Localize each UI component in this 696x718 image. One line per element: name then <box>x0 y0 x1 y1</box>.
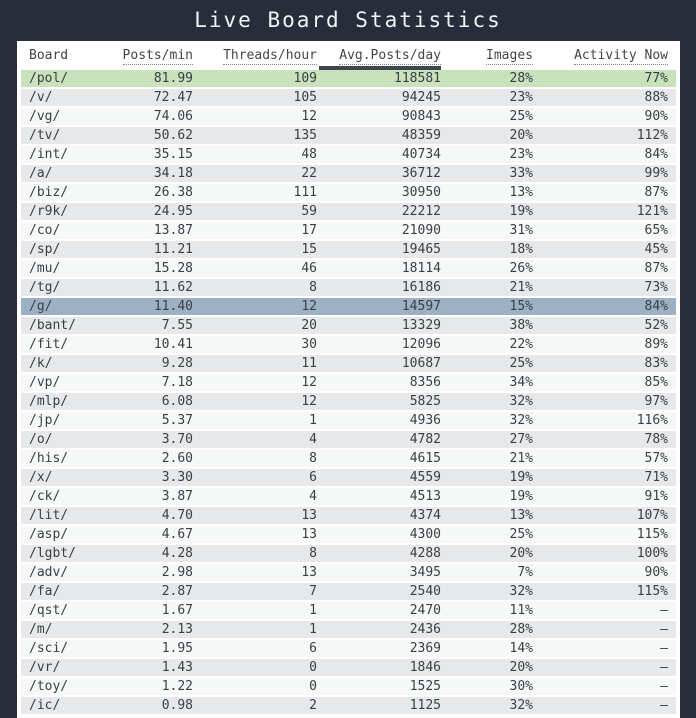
images-cell: 15% <box>441 298 533 317</box>
posts-min-cell: 15.28 <box>121 260 193 279</box>
posts-min-cell: 1.43 <box>121 659 193 678</box>
activity-now-cell: 84% <box>533 298 676 317</box>
table-row[interactable] <box>21 488 676 507</box>
images-cell: 23% <box>441 89 533 108</box>
threads-hour-cell: 4 <box>193 488 317 507</box>
table-row[interactable] <box>21 355 676 374</box>
threads-hour-cell: 109 <box>193 70 317 89</box>
images-cell: 31% <box>441 222 533 241</box>
activity-now-cell: 71% <box>533 469 676 488</box>
board-name-cell[interactable]: /int/ <box>21 146 121 165</box>
activity-now-cell: 88% <box>533 89 676 108</box>
activity-now-cell: 89% <box>533 336 676 355</box>
threads-hour-cell: 4 <box>193 431 317 450</box>
avg-posts-day-cell: 90843 <box>317 108 441 127</box>
activity-now-cell: – <box>533 659 676 678</box>
column-header-board: Board <box>29 48 69 63</box>
posts-min-cell: 4.28 <box>121 545 193 564</box>
avg-posts-day-cell: 36712 <box>317 165 441 184</box>
board-name-cell[interactable]: /fa/ <box>21 583 121 602</box>
activity-now-cell: 107% <box>533 507 676 526</box>
threads-hour-cell: 8 <box>193 545 317 564</box>
table-row[interactable] <box>21 545 676 564</box>
threads-hour-cell: 105 <box>193 89 317 108</box>
posts-min-cell: 3.87 <box>121 488 193 507</box>
threads-hour-cell: 135 <box>193 127 317 146</box>
threads-hour-cell: 6 <box>193 640 317 659</box>
threads-hour-cell: 20 <box>193 317 317 336</box>
board-name-cell[interactable]: /vp/ <box>21 374 121 393</box>
board-name-cell[interactable]: /pol/ <box>21 70 121 89</box>
images-cell: 14% <box>441 640 533 659</box>
images-cell: 28% <box>441 70 533 89</box>
images-cell: 21% <box>441 450 533 469</box>
activity-now-cell: 77% <box>533 70 676 89</box>
activity-now-cell: 90% <box>533 564 676 583</box>
images-cell: 25% <box>441 108 533 127</box>
board-name-cell[interactable]: /biz/ <box>21 184 121 203</box>
activity-now-cell: 87% <box>533 260 676 279</box>
threads-hour-cell: 8 <box>193 279 317 298</box>
images-cell: 28% <box>441 621 533 640</box>
posts-min-cell: 1.22 <box>121 678 193 697</box>
activity-now-cell: – <box>533 697 676 716</box>
images-cell: 20% <box>441 127 533 146</box>
board-stats-table <box>21 41 676 716</box>
activity-now-cell: 115% <box>533 526 676 545</box>
posts-min-cell: 74.06 <box>121 108 193 127</box>
threads-hour-cell: 13 <box>193 526 317 545</box>
table-row[interactable] <box>21 222 676 241</box>
table-body <box>21 70 676 716</box>
board-name-cell[interactable]: /lit/ <box>21 507 121 526</box>
avg-posts-day-cell: 2540 <box>317 583 441 602</box>
column-header-posts-min[interactable]: Posts/min <box>122 48 193 63</box>
posts-min-cell: 6.08 <box>121 393 193 412</box>
activity-now-cell: 121% <box>533 203 676 222</box>
posts-min-cell: 3.70 <box>121 431 193 450</box>
table-row[interactable] <box>21 431 676 450</box>
avg-posts-day-cell: 4936 <box>317 412 441 431</box>
table-row[interactable] <box>21 659 676 678</box>
table-row[interactable] <box>21 621 676 640</box>
activity-now-cell: 99% <box>533 165 676 184</box>
images-cell: 32% <box>441 412 533 431</box>
threads-hour-cell: 30 <box>193 336 317 355</box>
avg-posts-day-cell: 13329 <box>317 317 441 336</box>
posts-min-cell: 4.70 <box>121 507 193 526</box>
images-cell: 34% <box>441 374 533 393</box>
table-row[interactable] <box>21 146 676 165</box>
avg-posts-day-cell: 4288 <box>317 545 441 564</box>
board-name-cell[interactable]: /vr/ <box>21 659 121 678</box>
posts-min-cell: 7.18 <box>121 374 193 393</box>
avg-posts-day-cell: 2369 <box>317 640 441 659</box>
board-name-cell[interactable]: /vg/ <box>21 108 121 127</box>
board-name-cell[interactable]: /sp/ <box>21 241 121 260</box>
board-name-cell[interactable]: /v/ <box>21 89 121 108</box>
table-header <box>21 41 676 70</box>
posts-min-cell: 1.95 <box>121 640 193 659</box>
posts-min-cell: 24.95 <box>121 203 193 222</box>
avg-posts-day-cell: 1125 <box>317 697 441 716</box>
board-name-cell[interactable]: /sci/ <box>21 640 121 659</box>
table-row[interactable] <box>21 317 676 336</box>
images-cell: 20% <box>441 545 533 564</box>
table-row[interactable] <box>21 602 676 621</box>
avg-posts-day-cell: 4300 <box>317 526 441 545</box>
activity-now-cell: 85% <box>533 374 676 393</box>
threads-hour-cell: 17 <box>193 222 317 241</box>
board-name-cell[interactable]: /x/ <box>21 469 121 488</box>
posts-min-cell: 13.87 <box>121 222 193 241</box>
table-row[interactable] <box>21 526 676 545</box>
activity-now-cell: 97% <box>533 393 676 412</box>
table-row[interactable] <box>21 640 676 659</box>
avg-posts-day-cell: 3495 <box>317 564 441 583</box>
posts-min-cell: 11.62 <box>121 279 193 298</box>
posts-min-cell: 2.98 <box>121 564 193 583</box>
avg-posts-day-cell: 30950 <box>317 184 441 203</box>
board-name-cell[interactable]: /jp/ <box>21 412 121 431</box>
avg-posts-day-cell: 4374 <box>317 507 441 526</box>
posts-min-cell: 81.99 <box>121 70 193 89</box>
images-cell: 22% <box>441 336 533 355</box>
images-cell: 19% <box>441 203 533 222</box>
avg-posts-day-cell: 4513 <box>317 488 441 507</box>
board-name-cell[interactable]: /m/ <box>21 621 121 640</box>
threads-hour-cell: 15 <box>193 241 317 260</box>
table-row[interactable] <box>21 298 676 317</box>
posts-min-cell: 34.18 <box>121 165 193 184</box>
activity-now-cell: – <box>533 678 676 697</box>
table-row[interactable] <box>21 450 676 469</box>
board-name-cell[interactable]: /mu/ <box>21 260 121 279</box>
board-name-cell[interactable]: /co/ <box>21 222 121 241</box>
posts-min-cell: 2.13 <box>121 621 193 640</box>
avg-posts-day-cell: 40734 <box>317 146 441 165</box>
table-row[interactable] <box>21 507 676 526</box>
avg-posts-day-cell: 18114 <box>317 260 441 279</box>
avg-posts-day-cell: 1525 <box>317 678 441 697</box>
board-name-cell[interactable]: /tg/ <box>21 279 121 298</box>
board-name-cell[interactable]: /a/ <box>21 165 121 184</box>
table-row[interactable] <box>21 89 676 108</box>
threads-hour-cell: 1 <box>193 412 317 431</box>
activity-now-cell: 90% <box>533 108 676 127</box>
threads-hour-cell: 22 <box>193 165 317 184</box>
activity-now-cell: 115% <box>533 583 676 602</box>
posts-min-cell: 0.98 <box>121 697 193 716</box>
images-cell: 32% <box>441 697 533 716</box>
activity-now-cell: 91% <box>533 488 676 507</box>
images-cell: 19% <box>441 488 533 507</box>
images-cell: 30% <box>441 678 533 697</box>
posts-min-cell: 10.41 <box>121 336 193 355</box>
board-name-cell[interactable]: /bant/ <box>21 317 121 336</box>
avg-posts-day-cell: 5825 <box>317 393 441 412</box>
threads-hour-cell: 111 <box>193 184 317 203</box>
avg-posts-day-cell: 2436 <box>317 621 441 640</box>
board-name-cell[interactable]: /r9k/ <box>21 203 121 222</box>
activity-now-cell: 78% <box>533 431 676 450</box>
activity-now-cell: 116% <box>533 412 676 431</box>
images-cell: 38% <box>441 317 533 336</box>
table-row[interactable] <box>21 279 676 298</box>
images-cell: 23% <box>441 146 533 165</box>
table-row[interactable] <box>21 469 676 488</box>
page-title: Live Board Statistics <box>194 8 502 32</box>
threads-hour-cell: 13 <box>193 507 317 526</box>
threads-hour-cell: 48 <box>193 146 317 165</box>
threads-hour-cell: 1 <box>193 602 317 621</box>
board-name-cell[interactable]: /mlp/ <box>21 393 121 412</box>
table-row[interactable] <box>21 108 676 127</box>
column-header-threads-hour[interactable]: Threads/hour <box>223 48 317 63</box>
activity-now-cell: 57% <box>533 450 676 469</box>
images-cell: 21% <box>441 279 533 298</box>
posts-min-cell: 26.38 <box>121 184 193 203</box>
table-row[interactable] <box>21 678 676 697</box>
table-row[interactable] <box>21 583 676 602</box>
threads-hour-cell: 8 <box>193 450 317 469</box>
threads-hour-cell: 59 <box>193 203 317 222</box>
stats-table-container <box>17 41 680 718</box>
table-row[interactable] <box>21 260 676 279</box>
threads-hour-cell: 2 <box>193 697 317 716</box>
posts-min-cell: 11.40 <box>121 298 193 317</box>
board-name-cell[interactable]: /asp/ <box>21 526 121 545</box>
avg-posts-day-cell: 4559 <box>317 469 441 488</box>
activity-now-cell: 52% <box>533 317 676 336</box>
board-name-cell[interactable]: /his/ <box>21 450 121 469</box>
board-name-cell[interactable]: /adv/ <box>21 564 121 583</box>
posts-min-cell: 3.30 <box>121 469 193 488</box>
posts-min-cell: 7.55 <box>121 317 193 336</box>
images-cell: 32% <box>441 393 533 412</box>
avg-posts-day-cell: 4782 <box>317 431 441 450</box>
posts-min-cell: 4.67 <box>121 526 193 545</box>
activity-now-cell: 65% <box>533 222 676 241</box>
avg-posts-day-cell: 14597 <box>317 298 441 317</box>
table-row[interactable] <box>21 564 676 583</box>
table-row[interactable] <box>21 393 676 412</box>
images-cell: 19% <box>441 469 533 488</box>
images-cell: 27% <box>441 431 533 450</box>
column-header-avg-posts-day[interactable]: Avg.Posts/day <box>317 41 441 70</box>
images-cell: 13% <box>441 507 533 526</box>
board-name-cell[interactable]: /lgbt/ <box>21 545 121 564</box>
threads-hour-cell: 0 <box>193 678 317 697</box>
activity-now-cell: 84% <box>533 146 676 165</box>
table-row[interactable] <box>21 374 676 393</box>
activity-now-cell: 45% <box>533 241 676 260</box>
board-name-cell[interactable]: /g/ <box>21 298 121 317</box>
board-name-cell[interactable]: /o/ <box>21 431 121 450</box>
table-row[interactable] <box>21 70 676 89</box>
images-cell: 33% <box>441 165 533 184</box>
avg-posts-day-cell: 22212 <box>317 203 441 222</box>
activity-now-cell: 100% <box>533 545 676 564</box>
table-row[interactable] <box>21 203 676 222</box>
table-row[interactable] <box>21 184 676 203</box>
images-cell: 7% <box>441 564 533 583</box>
images-cell: 13% <box>441 184 533 203</box>
posts-min-cell: 1.67 <box>121 602 193 621</box>
activity-now-cell: 87% <box>533 184 676 203</box>
table-row[interactable] <box>21 165 676 184</box>
avg-posts-day-cell: 19465 <box>317 241 441 260</box>
posts-min-cell: 5.37 <box>121 412 193 431</box>
threads-hour-cell: 12 <box>193 298 317 317</box>
board-name-cell[interactable]: /toy/ <box>21 678 121 697</box>
avg-posts-day-cell: 94245 <box>317 89 441 108</box>
board-name-cell[interactable]: /fit/ <box>21 336 121 355</box>
column-header-images[interactable]: Images <box>486 48 533 63</box>
posts-min-cell: 9.28 <box>121 355 193 374</box>
images-cell: 20% <box>441 659 533 678</box>
board-name-cell[interactable]: /ck/ <box>21 488 121 507</box>
table-row[interactable] <box>21 336 676 355</box>
threads-hour-cell: 12 <box>193 393 317 412</box>
threads-hour-cell: 7 <box>193 583 317 602</box>
images-cell: 26% <box>441 260 533 279</box>
activity-now-cell: – <box>533 640 676 659</box>
table-row[interactable] <box>21 241 676 260</box>
avg-posts-day-cell: 1846 <box>317 659 441 678</box>
avg-posts-day-cell: 16186 <box>317 279 441 298</box>
images-cell: 32% <box>441 583 533 602</box>
posts-min-cell: 2.87 <box>121 583 193 602</box>
avg-posts-day-cell: 12096 <box>317 336 441 355</box>
activity-now-cell: 112% <box>533 127 676 146</box>
avg-posts-day-cell: 10687 <box>317 355 441 374</box>
table-row[interactable] <box>21 697 676 716</box>
board-name-cell[interactable]: /ic/ <box>21 697 121 716</box>
threads-hour-cell: 46 <box>193 260 317 279</box>
avg-posts-day-cell: 2470 <box>317 602 441 621</box>
column-header-activity-now[interactable]: Activity Now <box>574 48 668 63</box>
avg-posts-day-cell: 8356 <box>317 374 441 393</box>
posts-min-cell: 35.15 <box>121 146 193 165</box>
activity-now-cell: – <box>533 602 676 621</box>
threads-hour-cell: 12 <box>193 374 317 393</box>
images-cell: 18% <box>441 241 533 260</box>
images-cell: 25% <box>441 355 533 374</box>
threads-hour-cell: 11 <box>193 355 317 374</box>
avg-posts-day-cell: 21090 <box>317 222 441 241</box>
activity-now-cell: 73% <box>533 279 676 298</box>
threads-hour-cell: 1 <box>193 621 317 640</box>
posts-min-cell: 2.60 <box>121 450 193 469</box>
avg-posts-day-cell: 118581 <box>317 70 441 89</box>
posts-min-cell: 72.47 <box>121 89 193 108</box>
images-cell: 11% <box>441 602 533 621</box>
board-name-cell[interactable]: /k/ <box>21 355 121 374</box>
threads-hour-cell: 12 <box>193 108 317 127</box>
avg-posts-day-cell: 4615 <box>317 450 441 469</box>
table-row[interactable] <box>21 412 676 431</box>
activity-now-cell: – <box>533 621 676 640</box>
threads-hour-cell: 13 <box>193 564 317 583</box>
table-row[interactable] <box>21 127 676 146</box>
posts-min-cell: 50.62 <box>121 127 193 146</box>
activity-now-cell: 83% <box>533 355 676 374</box>
avg-posts-day-cell: 48359 <box>317 127 441 146</box>
threads-hour-cell: 0 <box>193 659 317 678</box>
posts-min-cell: 11.21 <box>121 241 193 260</box>
board-name-cell[interactable]: /qst/ <box>21 602 121 621</box>
images-cell: 25% <box>441 526 533 545</box>
threads-hour-cell: 6 <box>193 469 317 488</box>
board-name-cell[interactable]: /tv/ <box>21 127 121 146</box>
